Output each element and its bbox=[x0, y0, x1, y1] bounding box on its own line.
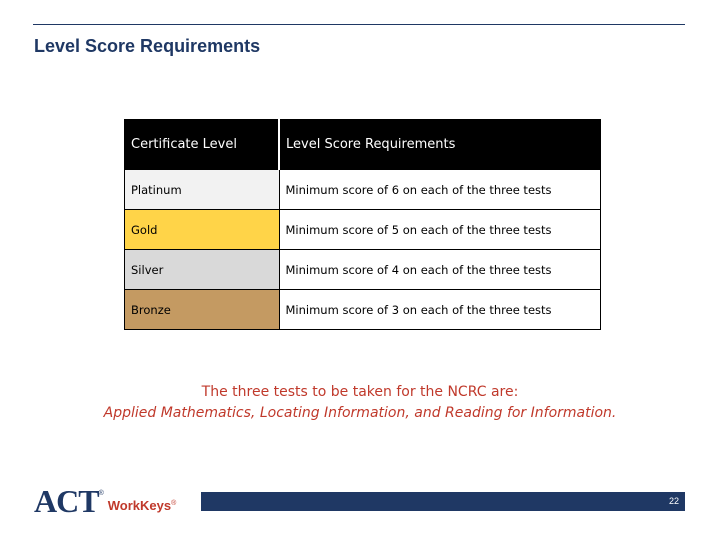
footer-bar bbox=[201, 492, 685, 511]
act-workkeys-logo bbox=[34, 483, 180, 519]
level-name-platinum: Platinum bbox=[125, 170, 280, 210]
level-name-gold: Gold bbox=[125, 210, 280, 250]
level-requirement: Minimum score of 5 on each of the three tests bbox=[279, 210, 601, 250]
slide-title: Level Score Requirements bbox=[34, 36, 261, 56]
level-requirement: Minimum score of 3 on each of the three tests bbox=[279, 290, 601, 330]
table-header-row bbox=[125, 120, 601, 170]
page-number: 22 bbox=[668, 496, 679, 506]
level-name-silver: Silver bbox=[125, 250, 280, 290]
header-level-score-requirements: Level Score Requirements bbox=[279, 120, 601, 170]
workkeys-logo-text: WorkKeys bbox=[107, 498, 172, 513]
header-certificate-level: Certificate Level bbox=[125, 120, 280, 170]
level-requirement: Minimum score of 4 on each of the three tests bbox=[279, 250, 601, 290]
registered-mark: ® bbox=[98, 490, 104, 497]
table-row bbox=[125, 170, 601, 210]
top-rule bbox=[33, 24, 685, 25]
registered-mark-small: ® bbox=[171, 500, 177, 507]
level-name-bronze: Bronze bbox=[125, 290, 280, 330]
act-logo-text: ACT bbox=[34, 483, 99, 519]
caption-tests-intro: The three tests to be taken for the NCRC are: bbox=[201, 384, 519, 400]
table-row bbox=[125, 290, 601, 330]
level-score-table bbox=[124, 119, 601, 330]
caption-tests-list: Applied Mathematics, Locating Information, and Reading for Information. bbox=[103, 405, 617, 421]
level-requirement: Minimum score of 6 on each of the three tests bbox=[279, 170, 601, 210]
table-row bbox=[125, 250, 601, 290]
table-row bbox=[125, 210, 601, 250]
